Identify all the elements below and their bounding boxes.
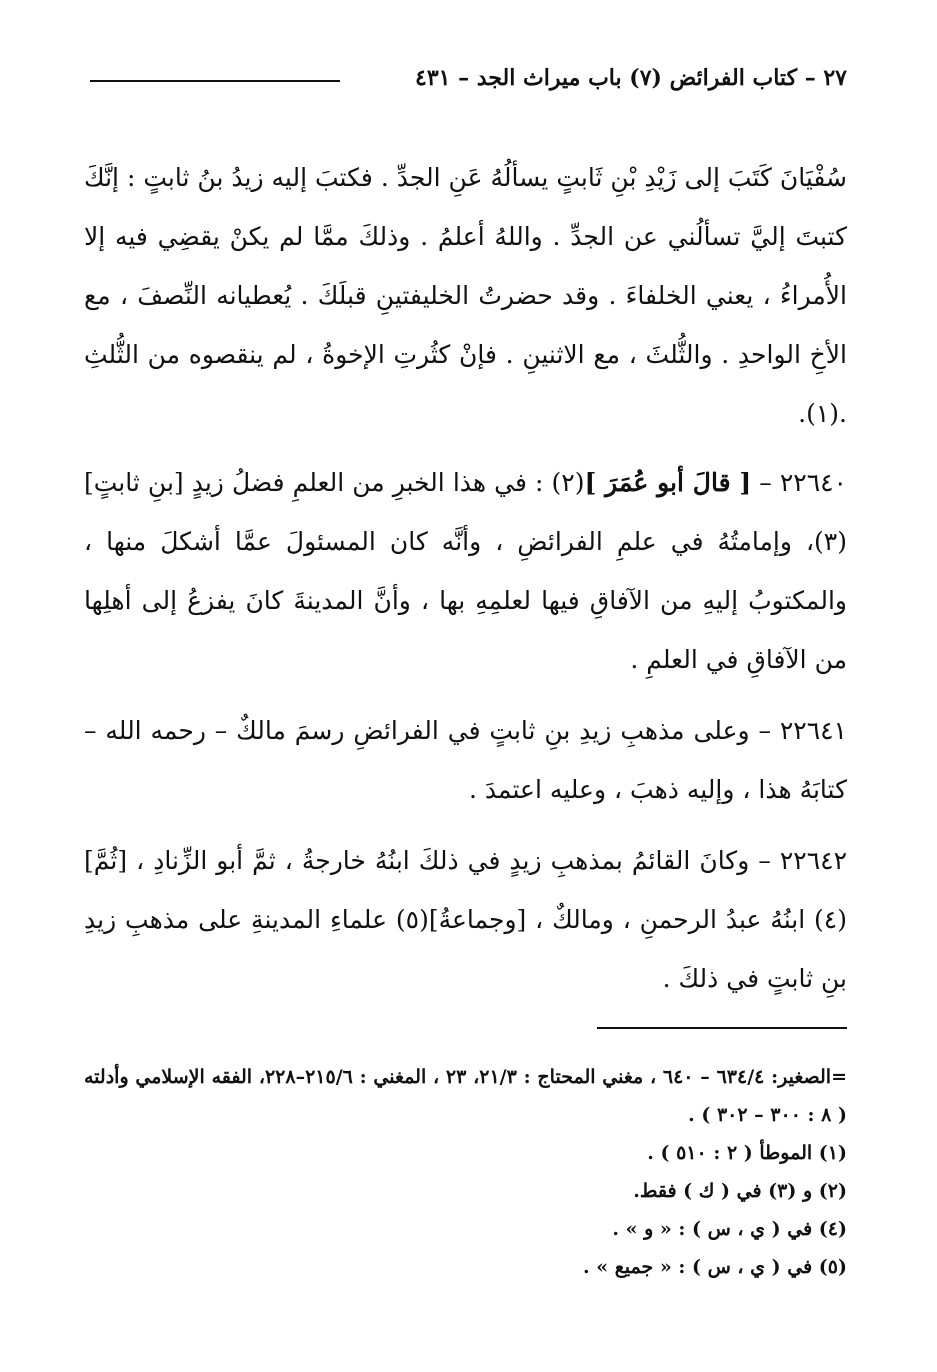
paragraph-continuation: سُفْيَانَ كَتَبَ إلى زَيْدِ بْنِ ثَابتٍ يسألُهُ عَنِ الجدِّ . فكتبَ إليه زيدُ بنُ ثابتٍ : إنَّكَ كتبتَ إليَّ تسألُني عن الجدِّ . واللهُ أعلمُ . وذلكَ ممَّا لم يكنْ يقضِي فيه إلا الأُمراءُ ، يعني الخلفاءَ . وقد حضرتُ الخليفتينِ قبلَكَ . يُعطيانه النِّصفَ ، مع الأخِ الواحدِ . والثُّلثَ ، مع الاثنينِ . فإنْ كثُرتِ الإخوةُ ، لم ينقصوه من الثُّلثِ .(١). [84, 163, 847, 428]
paragraph-number-22642: ٢٢٦٤٢ [779, 846, 847, 875]
paragraph-1-text: سُفْيَانَ كَتَبَ إلى زَيْدِ بْنِ ثَابتٍ يسألُهُ عَنِ الجدِّ . فكتبَ إليه زيدُ بنُ ثابتٍ : إنَّكَ كتبتَ إليَّ تسألُني عن الجدِّ . واللهُ أعلمُ . وذلكَ ممَّا لم يكنْ يقضِي فيه إلا الأُمراءُ ، يعني الخلفاءَ . وقد حضرتُ الخليفتينِ قبلَكَ . يُعطيانه النِّصفَ ، مع الأخِ الواحدِ . والثُّلثَ ، مع الاثنينِ . فإنْ كثُرتِ الإخوةُ ، لم ينقصوه من الثُّلثِ . [84, 163, 847, 428]
running-header [90, 58, 847, 98]
speaker-label: [ قالَ أبو عُمَرَ ] [584, 468, 752, 497]
paragraph-22640 [84, 453, 847, 689]
footnote-ref-1: (١) [806, 399, 840, 428]
header-title: ٢٧ – كتاب الفرائض (٧) باب ميراث الجد – ٤٣١ [415, 65, 847, 91]
footnote-ref-3: (٣) [814, 527, 847, 556]
paragraph-22642-text: وكانَ القائمُ بمذهبِ زيدٍ في ذلكَ ابنُهُ خارجةُ ، ثمَّ أبو الزِّنادِ ، [ثُمَّ] [84, 846, 750, 875]
dash-separator: – [759, 468, 772, 497]
paragraph-number-22640: ٢٢٦٤٠ [779, 468, 847, 497]
footnote-ref-2: (٢) [551, 468, 585, 497]
footnote-2-3: (٢) و (٣) في ( ك ) فقط. [633, 1180, 847, 1202]
dash-separator: – [758, 716, 771, 745]
paragraph-22642-text-2: ابنُهُ عبدُ الرحمنِ ، ومالكٌ ، [وجماعةُ] [428, 905, 806, 934]
paragraph-22640-text: : في هذا الخبرِ من العلمِ فضلُ زيدٍ [بنِ ثابتٍ] [84, 468, 544, 497]
footnote-1: (١) الموطأ ( ٢ : ٥١٠ ) . [647, 1142, 847, 1164]
paragraph-number-22641: ٢٢٦٤١ [779, 716, 847, 745]
footnotes [84, 1058, 847, 1286]
paragraph-22640-text-2: ، وإمامتُهُ في علمِ الفرائضِ ، وأنَّه كان المسئولَ عمَّا أشكلَ منها ، والمكتوبُ إليهِ من الآفاقِ فيها لعلمِهِ بها ، وأنَّ المدينةَ كانَ يفزعُ إلى أهلِها من الآفاقِ في العلمِ . [84, 527, 847, 674]
paragraph-22641 [84, 701, 847, 819]
paragraph-22642-text-3: علماءِ المدينةِ على مذهبِ زيدِ بنِ ثابتٍ في ذلكَ . [84, 905, 847, 993]
footnote-ref-5: (٥) [395, 905, 429, 934]
dash-separator: – [758, 846, 771, 875]
footnote-continuation: =الصغير: ٦٣٤/٤ – ٦٤٠ ، مغني المحتاج : ٢١/٣، ٢٣ ، المغني : ٢١٥/٦–٢٢٨، الفقه الإسلامي وأدلته ( ٨ : ٣٠٠ – ٣٠٢ ) . [84, 1066, 847, 1126]
header-rule [90, 80, 340, 82]
footnote-ref-4: (٤) [814, 905, 847, 934]
footnote-rule [597, 1027, 847, 1029]
main-text [84, 148, 847, 1020]
footnote-4: (٤) في ( ي ، س ) : « و » . [612, 1218, 847, 1240]
paragraph-22642 [84, 831, 847, 1008]
footnote-5: (٥) في ( ي ، س ) : « جميع » . [582, 1256, 847, 1278]
paragraph-22641-text: وعلى مذهبِ زيدِ بنِ ثابتٍ في الفرائضِ رسمَ مالكٌ – رحمه الله – كتابَهُ هذا ، وإليه ذهبَ ، وعليه اعتمدَ . [84, 716, 847, 804]
